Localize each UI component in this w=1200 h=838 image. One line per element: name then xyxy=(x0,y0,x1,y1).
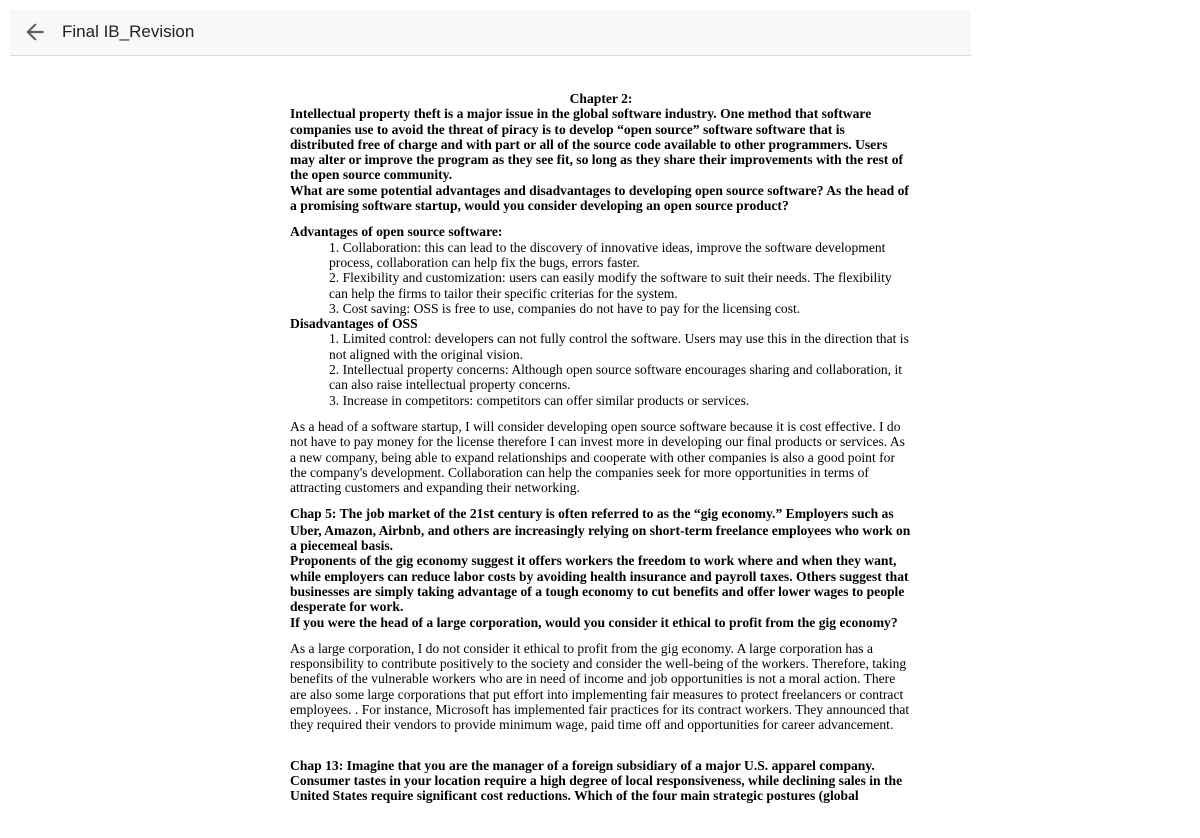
chap13-question: Chap 13: Imagine that you are the manager of a foreign subsidiary of a major U.S. apparel company. Consumer tastes in your location require a high degree of local responsiveness, while declining sales in the United States require significant cost reductions. Which of the four main strategic postures (global xyxy=(290,757,903,804)
document-page xyxy=(290,91,912,803)
document-title: Final IB_Revision xyxy=(62,22,195,41)
disadvantage-item: 1. Limited control: developers can not fully control the software. Users may use this in the direction that is not aligned with the original vision. xyxy=(329,331,909,362)
chap5-question-ordinal: st xyxy=(483,506,495,523)
disadvantages-heading: Disadvantages of OSS xyxy=(290,316,418,332)
chapter2-question-intro: Intellectual property theft is a major issue in the global software industry. One method that software companies use to avoid the threat of piracy is to develop “open source” software software that is distributed free of charge and with part or all of the source code available to other programmers. Users may alter or improve the program as they see fit, so long as they share their improvements with the rest of the open source community. xyxy=(290,106,904,183)
advantage-item: 3. Cost saving: OSS is free to use, companies do not have to pay for the licensing cost. xyxy=(329,300,801,316)
top-toolbar xyxy=(10,10,971,56)
chap5-question-part1: Chap 5: The job market of the 21 xyxy=(290,506,484,522)
disadvantage-item: 3. Increase in competitors: competitors can offer similar products or services. xyxy=(329,392,750,408)
disadvantage-item: 2. Intellectual property concerns: Although open source software encourages sharing and collaboration, it can also raise intellectual property concerns. xyxy=(329,362,903,393)
advantages-heading: Advantages of open source software: xyxy=(290,224,503,240)
back-button[interactable] xyxy=(22,19,48,45)
chap5-answer: As a large corporation, I do not consider it ethical to profit from the gig economy. A large corporation has a responsibility to contribute positively to the society and consider the well-being of the workers. Therefore, taking benefits of the vulnerable workers who are in need of income and job opportunities is not a moral action. There are also some large corporations that put effort into implementing fair measures to protect freelancers or contract employees. . For instance, Microsoft has implemented fair practices for its contract workers. They announced that they required their vendors to provide minimum wage, paid time off and opportunities for career advancement. xyxy=(290,640,910,733)
chap5-question-context: Proponents of the gig economy suggest it offers workers the freedom to work where and when they want, while employers can reduce labor costs by avoiding health insurance and payroll taxes. Others suggest that businesses are simply taking advantage of a tough economy to cut benefits and offer lower wages to people desperate for work. xyxy=(290,553,909,615)
chap5-question-part2: century is often referred to as the “gig economy.” Employers such as Uber, Amazon, Airbnb, and others are increasingly relying on short-term freelance employees who work on a piecemeal basis. xyxy=(290,506,911,554)
chapter2-question-prompt: What are some potential advantages and disadvantages to developing open source software? As the head of a promising software startup, would you consider developing an open source product? xyxy=(290,182,909,214)
chapter2-answer: As a head of a software startup, I will consider developing open source software because it is cost effective. I do not have to pay money for the license therefore I can invest more in developing our final products or services. As a new company, being able to expand relationships and cooperate with other companies is also a good point for the company's development. Collaboration can help the companies seek for more opportunities in terms of attracting customers and expanding their networking. xyxy=(290,418,905,496)
arrow-left-icon xyxy=(22,19,48,45)
advantage-item: 2. Flexibility and customization: users can easily modify the software to suit their needs. The flexibility can help the firms to tailor their specific criterias for the system. xyxy=(329,270,892,301)
chap5-question-prompt: If you were the head of a large corporation, would you consider it ethical to profit from the gig economy? xyxy=(290,614,898,630)
advantage-item: 1. Collaboration: this can lead to the discovery of innovative ideas, improve the software development process, collaboration can help fix the bugs, errors faster. xyxy=(329,239,886,270)
chap5-question xyxy=(290,506,912,553)
chapter2-heading: Chapter 2: xyxy=(569,91,633,106)
